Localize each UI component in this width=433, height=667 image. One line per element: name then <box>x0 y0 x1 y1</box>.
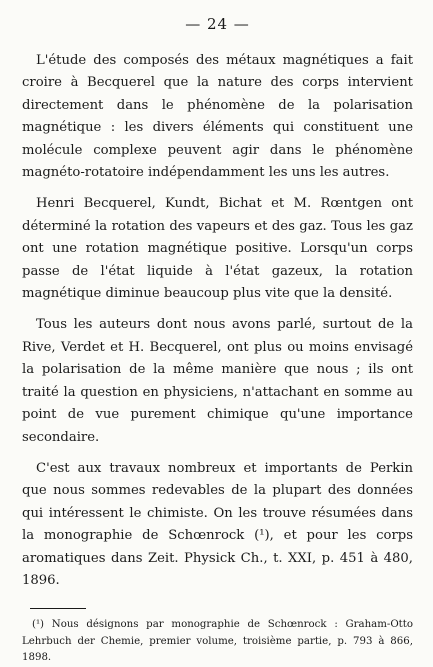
footnote-separator <box>30 608 86 609</box>
paragraph-vapours-gases: Henri Becquerel, Kundt, Bichat et M. Rœntgen ont déterminé la rotation des vapeurs et des gaz. Tous les gaz ont une rotation magnétique positive. Lorsqu'un corps passe de l'état liquide à l'état gazeux, la rotation magnétique diminue beaucoup plus vite que la densité. <box>22 196 413 302</box>
paragraph-becquerel-metals: L'étude des composés des métaux magnétiques a fait croire à Becquerel que la nature des corps intervient directement dans le phénomène de la polarisation magnétique : les divers éléments qui constituent une molécule complexe peuvent agir dans le phénomène magnéto-rotatoire indépendamment les uns les autres. <box>22 53 413 181</box>
footnote: (¹) Nous désignons par monographie de Schœnrock : Graham-Otto Lehrbuch der Chemie, premier volume, troisième partie, p. 793 à 866, 1898. <box>22 619 413 664</box>
paragraph-perkin-works: C'est aux travaux nombreux et importants de Perkin que nous sommes redevables de la plupart des données qui intéressent le chimiste. On les trouve résumées dans la monographie de Schœnrock (¹), et pour les corps aromatiques dans Zeit. Physick Ch., t. XXI, p. 451 à 480, 1896. <box>22 460 413 588</box>
paragraph-authors-polarisation: Tous les auteurs dont nous avons parlé, surtout de la Rive, Verdet et H. Becquerel, ont plus ou moins envisagé la polarisation de la même manière que nous ; ils ont traité la question en physiciens, n'attachant en somme au point de vue purement chimique qu'une importance secondaire. <box>22 317 413 445</box>
page-number: — 24 — <box>185 15 250 33</box>
